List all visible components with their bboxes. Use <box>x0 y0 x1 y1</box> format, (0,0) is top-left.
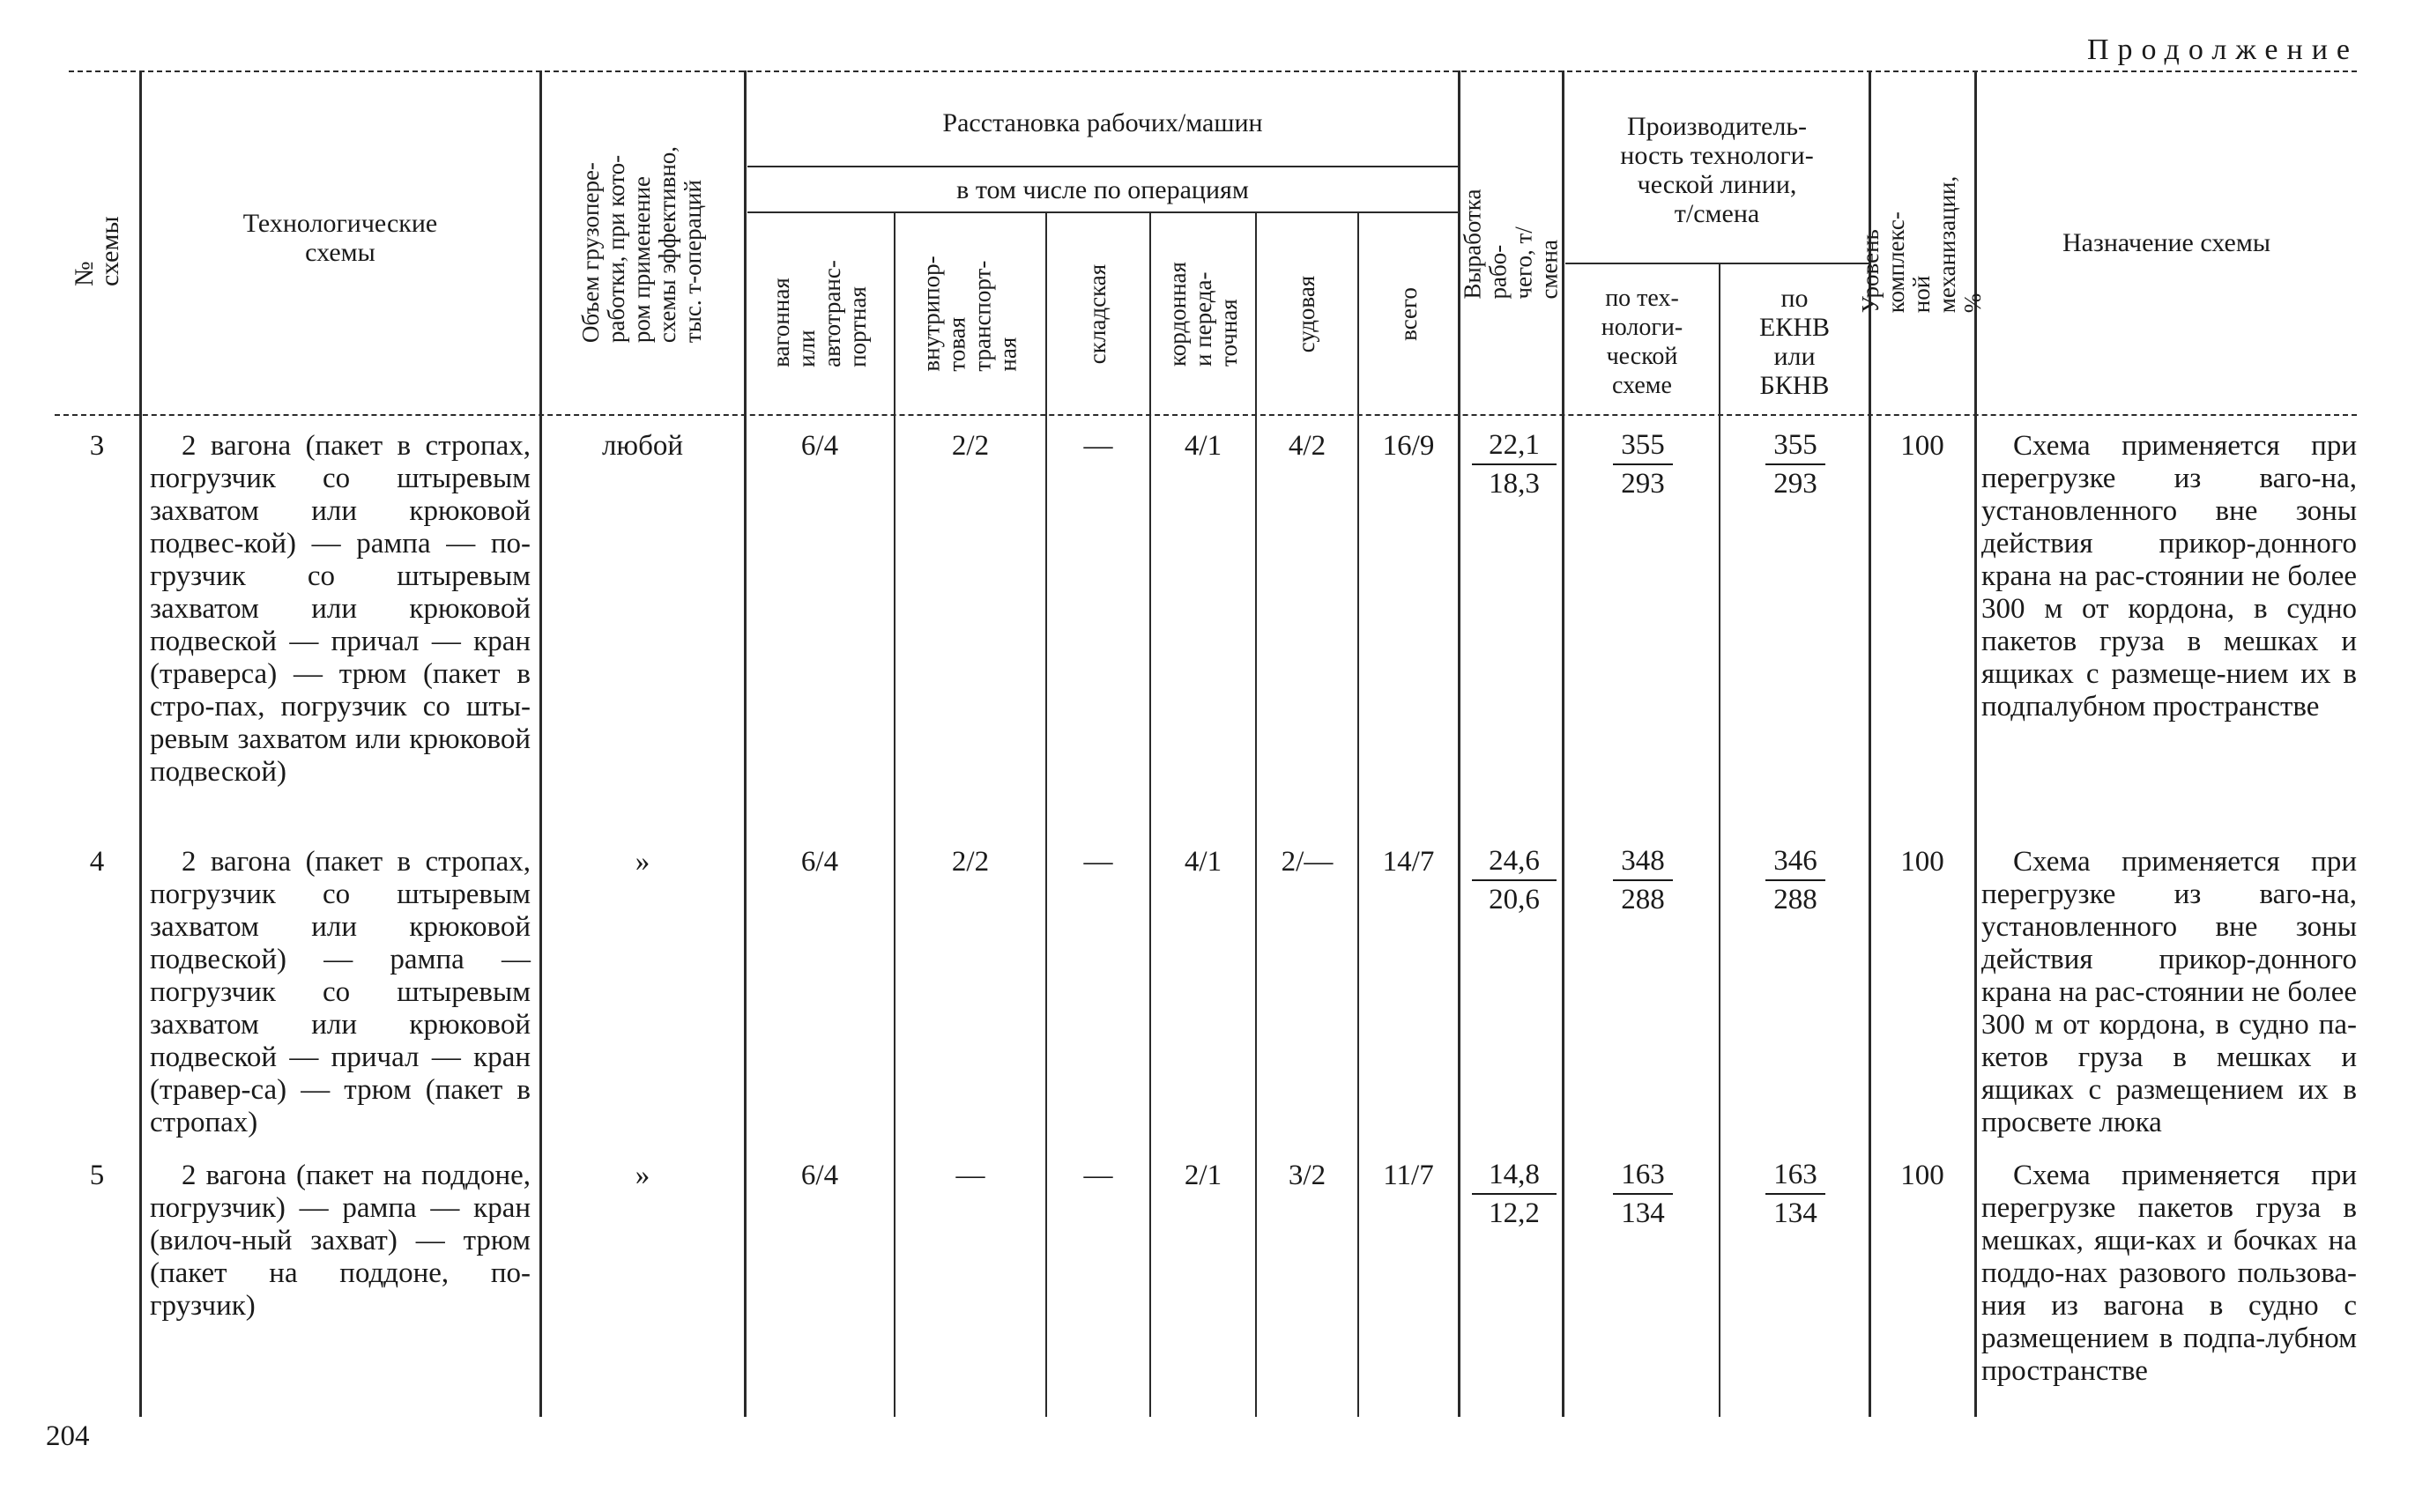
purpose-header: Назначение схемы <box>2062 227 2270 257</box>
page-number: 204 <box>46 1420 90 1452</box>
row-3-wagon: 6/4 <box>800 430 839 462</box>
row-4-volume: » <box>635 846 650 878</box>
volume-header: Объем грузопере- работки, при кото- ром применение схемы эффективно, тыс. т-операций <box>577 145 707 343</box>
row-3-warehouse: — <box>1083 430 1113 462</box>
row-5-prod-eknv: $\frac{163}{134}$ <box>1765 1158 1825 1230</box>
header-bottom-rule <box>55 414 2357 416</box>
placement-header: Расстановка рабочих/машин <box>942 107 1263 137</box>
operations-subrule <box>747 211 1458 213</box>
row-5-warehouse: — <box>1083 1160 1113 1191</box>
row-3-prod-scheme: $\frac{355}{293}$ <box>1613 428 1673 500</box>
productivity-header: Производитель- ность технологи- ческой линии, т/смена <box>1620 112 1814 228</box>
row-5-number: 5 <box>89 1160 105 1191</box>
row-5-total: 11/7 <box>1383 1160 1434 1191</box>
row-3-output: $\frac{22,1}{18,3}$ <box>1472 428 1557 500</box>
row-4-number: 4 <box>89 846 105 878</box>
total-header: всего <box>1394 286 1422 341</box>
row-4-output: $\frac{24,6}{20,6}$ <box>1472 844 1557 916</box>
col-divider <box>1719 264 1720 1417</box>
row-5-volume: » <box>635 1160 650 1191</box>
row-5-purpose: Схема применяется при перегрузке пакетов груза в мешках, ящи-ках и бочках на поддо-нах разового пользова-ния из вагона в судно с размещением в подпа-лубном пространстве <box>1981 1160 2357 1387</box>
row-5-ship: 3/2 <box>1288 1160 1326 1191</box>
row-4-wagon: 6/4 <box>800 846 839 878</box>
row-3-volume: любой <box>601 430 684 462</box>
row-4-ship: 2/— <box>1281 846 1334 878</box>
row-4-purpose: Схема применяется при перегрузке из ваго-на, установленного вне зоны действия прикор-донного крана на рас-стоянии не более 300 м от кордона, в судно па-кетов груза в мешках и ящиках с размещением их в просвете люка <box>1981 846 2357 1138</box>
row-4-total: 14/7 <box>1382 846 1435 878</box>
row-5-scheme: 2 вагона (пакет на поддоне, погрузчик) — рампа — кран (вилоч-ный захват) — трюм (пакет на поддоне, по-грузчик) <box>150 1160 531 1322</box>
output-header: Выработка рабо- чего, т/смена <box>1459 189 1563 300</box>
row-3-number: 3 <box>89 430 105 462</box>
row-4-mech: 100 <box>1900 846 1944 878</box>
row-4-prod-scheme: $\frac{348}{288}$ <box>1613 844 1673 916</box>
row-4-prod-eknv: $\frac{346}{288}$ <box>1765 844 1825 916</box>
row-4-scheme: 2 вагона (пакет в стропах, погрузчик со штыревым захватом или крюковой подвеской) — рампа — погрузчик со штыревым захватом или крюковой подвеской — причал — кран (травер-са) — трюм (пакет в стропах) <box>150 846 531 1138</box>
op-wagon-header: вагонная или автотранс- портная <box>768 260 871 367</box>
row-4-warehouse: — <box>1083 846 1113 878</box>
placement-subrule <box>747 166 1458 167</box>
row-3-total: 16/9 <box>1382 430 1435 462</box>
op-internal-header: внутрипор- товая транспорт- ная <box>918 256 1022 372</box>
op-cordon-header: кордонная и переда- точная <box>1163 261 1242 367</box>
row-4-cordon: 4/1 <box>1184 846 1222 878</box>
row-3-internal: 2/2 <box>951 430 990 462</box>
tech-schemes-header: Технологические схемы <box>242 209 438 267</box>
row-3-mech: 100 <box>1900 430 1944 462</box>
scheme-number-header: № схемы <box>70 216 124 286</box>
row-5-wagon: 6/4 <box>800 1160 839 1191</box>
row-4-internal: 2/2 <box>951 846 990 878</box>
op-warehouse-header: складская <box>1084 263 1111 364</box>
by-operations-header: в том числе по операциям <box>956 174 1249 204</box>
row-3-scheme: 2 вагона (пакет в стропах, погрузчик со штыревым захватом или крюковой подвес-кой) — рампа — по-грузчик со штыревым захватом или крюковой подвеской — причал — кран (траверса) — трюм (пакет в стро-пах, погрузчик со шты-ревым захватом или крюковой подвеской) <box>150 430 531 788</box>
prod-by-scheme-header: по тех- нологи- ческой схеме <box>1601 285 1683 399</box>
row-5-output: $\frac{14,8}{12,2}$ <box>1472 1158 1557 1230</box>
row-5-prod-scheme: $\frac{163}{134}$ <box>1613 1158 1673 1230</box>
row-5-internal: — <box>955 1160 985 1191</box>
productivity-subrule <box>1565 263 1869 264</box>
row-5-mech: 100 <box>1900 1160 1944 1191</box>
row-3-ship: 4/2 <box>1288 430 1326 462</box>
row-3-purpose: Схема применяется при перегрузке из ваго-на, установленного вне зоны действия прикор-донного крана на рас-стоянии не более 300 м от кордона, в судно пакетов груза в мешках и ящиках с размеще-нием их в подпалубном пространстве <box>1981 430 2357 723</box>
prod-by-eknv-header: по ЕКНВ или БКНВ <box>1758 284 1830 400</box>
continuation-label: Продолжение <box>2086 33 2359 66</box>
row-3-prod-eknv: $\frac{355}{293}$ <box>1765 428 1825 500</box>
row-3-cordon: 4/1 <box>1184 430 1222 462</box>
row-5-cordon: 2/1 <box>1184 1160 1222 1191</box>
mech-level-header: Уровень комплекс- ной механизации, % <box>1857 175 1987 313</box>
table-top-rule <box>69 70 2357 72</box>
op-ship-header: судовая <box>1293 275 1320 352</box>
